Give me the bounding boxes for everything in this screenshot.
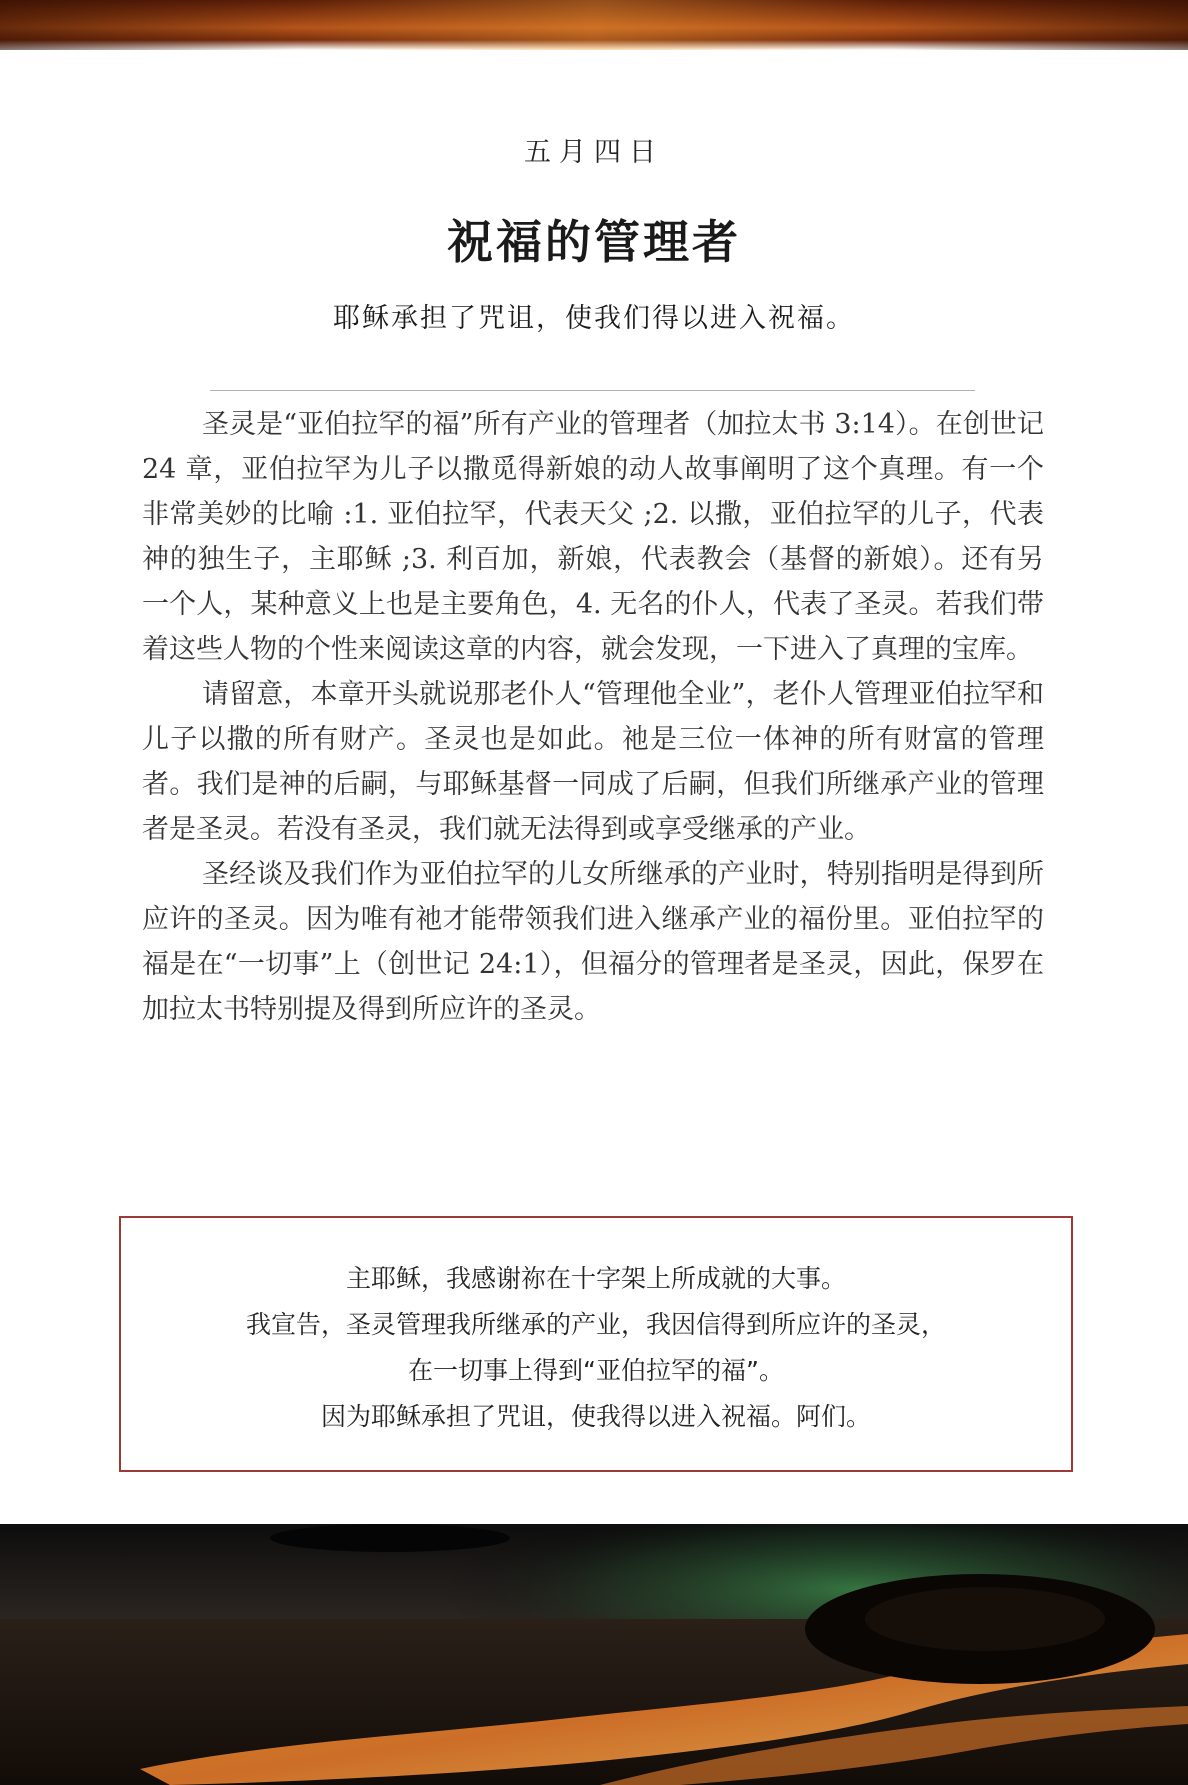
top-decorative-band: [0, 0, 1188, 50]
distant-island: [270, 1524, 510, 1552]
prayer-line-3: 在一切事上得到“亚伯拉罕的福”。: [408, 1356, 784, 1385]
page-date: 五月四日: [524, 137, 664, 168]
body-paragraph-1: 圣灵是“亚伯拉罕的福”所有产业的管理者（加拉太书 3:14）。在创世记 24 章，亚伯拉罕为儿子以撒觅得新娘的动人故事阐明了这个真理。有一个非常美妙的比喻 :1. 亚伯拉罕，代表天父 ;2. 以撒，亚伯拉罕的儿子，代表神的独生子，主耶稣 ;3. 利百加，新娘，代表教会（基督的新娘）。还有另一个人，某种意义上也是主要角色，4. 无名的仆人，代表了圣灵。若我们带着这些人物的个性来阅读这章的内容，就会发现，一下进入了真理的宝库。: [142, 409, 1044, 665]
prayer-line-1: 主耶稣，我感谢祢在十字架上所成就的大事。: [345, 1264, 846, 1293]
body-paragraph-2: 请留意，本章开头就说那老仆人“管理他全业”，老仆人管理亚伯拉罕和儿子以撒的所有财产。圣灵也是如此。祂是三位一体神的所有财富的管理者。我们是神的后嗣，与耶稣基督一同成了后嗣，但我们所继承产业的管理者是圣灵。若没有圣灵，我们就无法得到或享受继承的产业。: [142, 679, 1044, 845]
prayer-line-4: 因为耶稣承担了咒诅，使我得以进入祝福。阿们。: [320, 1402, 871, 1431]
sunset-landscape-image: [0, 1524, 1188, 1785]
body-paragraph-3: 圣经谈及我们作为亚伯拉罕的儿女所继承的产业时，特别指明是得到所应许的圣灵。因为唯有祂才能带领我们进入继承产业的福份里。亚伯拉罕的福是在“一切事”上（创世记 24:1），但福分的管理者是圣灵，因此，保罗在加拉太书特别提及得到所应许的圣灵。: [142, 859, 1044, 1025]
prayer-box: [119, 1216, 1073, 1472]
page-subtitle: 耶稣承担了咒诅，使我们得以进入祝福。: [333, 303, 855, 334]
prayer-line-2: 我宣告，圣灵管理我所继承的产业，我因信得到所应许的圣灵，: [245, 1310, 946, 1339]
page-title: 祝福的管理者: [447, 215, 741, 269]
devotional-body: [142, 402, 1044, 1032]
title-divider: [210, 390, 975, 391]
